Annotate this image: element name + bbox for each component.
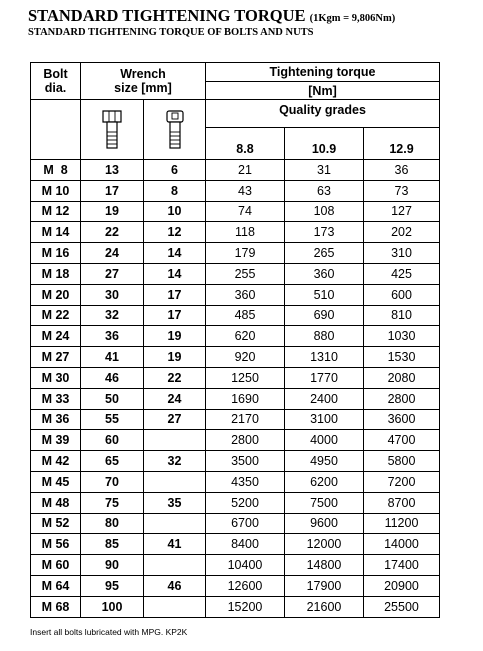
torque-8-8-cell: 3500	[206, 451, 285, 472]
bolt-dia-cell: M 20	[31, 284, 81, 305]
torque-10-9-cell: 4000	[285, 430, 364, 451]
table-row	[31, 555, 440, 576]
wrench-hex-cell: 95	[81, 575, 144, 596]
torque-10-9-cell: 17900	[285, 575, 364, 596]
torque-unit-header: [Nm]	[206, 82, 440, 100]
table-row	[31, 284, 440, 305]
bolt-dia-cell: M 22	[31, 305, 81, 326]
torque-12-9-cell: 127	[364, 201, 440, 222]
bolt-dia-cell: M 12	[31, 201, 81, 222]
table-row	[31, 409, 440, 430]
bolt-dia-cell: M 64	[31, 575, 81, 596]
wrench-hex-cell: 22	[81, 222, 144, 243]
torque-12-9-cell: 73	[364, 180, 440, 201]
torque-10-9-cell: 14800	[285, 555, 364, 576]
wrench-hex-cell: 19	[81, 201, 144, 222]
table-row	[31, 492, 440, 513]
bolt-dia-cell: M 48	[31, 492, 81, 513]
bolt-dia-cell: M 39	[31, 430, 81, 451]
torque-10-9-cell: 690	[285, 305, 364, 326]
bolt-dia-cell: M 60	[31, 555, 81, 576]
torque-12-9-cell: 202	[364, 222, 440, 243]
torque-10-9-cell: 21600	[285, 596, 364, 617]
bolt-dia-cell: M 18	[31, 263, 81, 284]
bolt-dia-cell: M 36	[31, 409, 81, 430]
bolt-header-line2: dia.	[44, 81, 67, 95]
socket-head-bolt-icon	[164, 110, 186, 150]
wrench-socket-cell	[144, 471, 206, 492]
wrench-hex-cell: 46	[81, 367, 144, 388]
torque-12-9-cell: 17400	[364, 555, 440, 576]
torque-8-8-cell: 21	[206, 160, 285, 181]
page-subtitle: STANDARD TIGHTENING TORQUE OF BOLTS AND NUTS	[28, 27, 314, 38]
bolt-dia-cell: M 24	[31, 326, 81, 347]
wrench-socket-cell: 27	[144, 409, 206, 430]
header-row-3	[31, 100, 440, 128]
torque-8-8-cell: 8400	[206, 534, 285, 555]
torque-8-8-cell: 12600	[206, 575, 285, 596]
socket-bolt-cell	[144, 100, 206, 160]
wrench-hex-cell: 41	[81, 347, 144, 368]
table-row	[31, 180, 440, 201]
wrench-socket-cell: 10	[144, 201, 206, 222]
torque-10-9-cell: 9600	[285, 513, 364, 534]
bolt-blank-cell	[31, 100, 81, 160]
wrench-hex-cell: 100	[81, 596, 144, 617]
bolt-dia-cell: M 45	[31, 471, 81, 492]
table-row	[31, 575, 440, 596]
wrench-socket-cell	[144, 430, 206, 451]
torque-10-9-cell: 7500	[285, 492, 364, 513]
torque-10-9-cell: 108	[285, 201, 364, 222]
hex-bolt-cell	[81, 100, 144, 160]
torque-8-8-cell: 179	[206, 243, 285, 264]
torque-8-8-cell: 920	[206, 347, 285, 368]
wrench-hex-cell: 13	[81, 160, 144, 181]
torque-8-8-cell: 15200	[206, 596, 285, 617]
torque-12-9-cell: 810	[364, 305, 440, 326]
torque-12-9-cell: 20900	[364, 575, 440, 596]
torque-12-9-cell: 11200	[364, 513, 440, 534]
table-row	[31, 305, 440, 326]
torque-12-9-cell: 25500	[364, 596, 440, 617]
torque-8-8-cell: 4350	[206, 471, 285, 492]
torque-10-9-cell: 880	[285, 326, 364, 347]
torque-8-8-cell: 5200	[206, 492, 285, 513]
bolt-dia-cell: M 27	[31, 347, 81, 368]
wrench-hex-cell: 70	[81, 471, 144, 492]
torque-12-9-cell: 3600	[364, 409, 440, 430]
wrench-hex-cell: 27	[81, 263, 144, 284]
torque-10-9-cell: 265	[285, 243, 364, 264]
hex-head-bolt-icon	[101, 110, 123, 150]
torque-12-9-cell: 2080	[364, 367, 440, 388]
title-unit: (1Kgm = 9,806Nm)	[309, 13, 396, 24]
torque-8-8-cell: 74	[206, 201, 285, 222]
grade-10-9-header: 10.9	[285, 128, 364, 160]
wrench-socket-cell: 6	[144, 160, 206, 181]
wrench-socket-cell: 19	[144, 326, 206, 347]
grade-12-9-header: 12.9	[364, 128, 440, 160]
bolt-dia-cell: M 68	[31, 596, 81, 617]
torque-10-9-cell: 173	[285, 222, 364, 243]
torque-8-8-cell: 620	[206, 326, 285, 347]
bolt-dia-header	[31, 63, 81, 100]
torque-8-8-cell: 2800	[206, 430, 285, 451]
torque-12-9-cell: 36	[364, 160, 440, 181]
torque-12-9-cell: 4700	[364, 430, 440, 451]
torque-header: Tightening torque	[206, 63, 440, 82]
wrench-hex-cell: 32	[81, 305, 144, 326]
wrench-hex-cell: 50	[81, 388, 144, 409]
torque-8-8-cell: 255	[206, 263, 285, 284]
torque-10-9-cell: 360	[285, 263, 364, 284]
wrench-socket-cell: 17	[144, 305, 206, 326]
table-row	[31, 222, 440, 243]
wrench-socket-cell	[144, 513, 206, 534]
wrench-socket-cell	[144, 555, 206, 576]
wrench-socket-cell: 22	[144, 367, 206, 388]
wrench-socket-cell: 35	[144, 492, 206, 513]
wrench-socket-cell: 24	[144, 388, 206, 409]
torque-8-8-cell: 10400	[206, 555, 285, 576]
title-text: STANDARD TIGHTENING TORQUE	[28, 6, 306, 25]
torque-12-9-cell: 425	[364, 263, 440, 284]
table-row	[31, 451, 440, 472]
torque-12-9-cell: 1530	[364, 347, 440, 368]
table-row	[31, 534, 440, 555]
wrench-socket-cell: 41	[144, 534, 206, 555]
page-title	[28, 6, 395, 26]
wrench-hex-cell: 80	[81, 513, 144, 534]
table-row	[31, 347, 440, 368]
torque-12-9-cell: 2800	[364, 388, 440, 409]
footnote: Insert all bolts lubricated with MPG. KP2K	[30, 627, 188, 637]
header-row-1	[31, 63, 440, 82]
bolt-dia-cell: M 56	[31, 534, 81, 555]
torque-12-9-cell: 5800	[364, 451, 440, 472]
table-row	[31, 596, 440, 617]
torque-10-9-cell: 510	[285, 284, 364, 305]
wrench-hex-cell: 36	[81, 326, 144, 347]
torque-12-9-cell: 8700	[364, 492, 440, 513]
table-row	[31, 160, 440, 181]
torque-table	[30, 62, 440, 618]
wrench-hex-cell: 85	[81, 534, 144, 555]
bolt-dia-cell: M 33	[31, 388, 81, 409]
torque-12-9-cell: 1030	[364, 326, 440, 347]
torque-12-9-cell: 310	[364, 243, 440, 264]
quality-grades-header: Quality grades	[206, 100, 440, 128]
wrench-size-header	[81, 63, 206, 100]
bolt-dia-cell: M 10	[31, 180, 81, 201]
torque-10-9-cell: 31	[285, 160, 364, 181]
table-row	[31, 201, 440, 222]
wrench-socket-cell: 46	[144, 575, 206, 596]
wrench-hex-cell: 17	[81, 180, 144, 201]
torque-10-9-cell: 1310	[285, 347, 364, 368]
bolt-header-line1: Bolt	[43, 67, 68, 81]
torque-8-8-cell: 2170	[206, 409, 285, 430]
table-row	[31, 326, 440, 347]
torque-10-9-cell: 1770	[285, 367, 364, 388]
wrench-header-line2: size [mm]	[114, 81, 172, 95]
torque-10-9-cell: 4950	[285, 451, 364, 472]
wrench-hex-cell: 55	[81, 409, 144, 430]
wrench-hex-cell: 75	[81, 492, 144, 513]
torque-8-8-cell: 485	[206, 305, 285, 326]
wrench-socket-cell: 8	[144, 180, 206, 201]
bolt-dia-cell: M 42	[31, 451, 81, 472]
torque-8-8-cell: 1690	[206, 388, 285, 409]
torque-10-9-cell: 2400	[285, 388, 364, 409]
torque-12-9-cell: 14000	[364, 534, 440, 555]
torque-10-9-cell: 12000	[285, 534, 364, 555]
torque-10-9-cell: 6200	[285, 471, 364, 492]
torque-8-8-cell: 360	[206, 284, 285, 305]
table-row	[31, 243, 440, 264]
bolt-dia-cell: M 52	[31, 513, 81, 534]
wrench-hex-cell: 65	[81, 451, 144, 472]
wrench-socket-cell: 19	[144, 347, 206, 368]
wrench-hex-cell: 90	[81, 555, 144, 576]
wrench-hex-cell: 60	[81, 430, 144, 451]
table-row	[31, 430, 440, 451]
wrench-hex-cell: 24	[81, 243, 144, 264]
wrench-socket-cell: 32	[144, 451, 206, 472]
table-row	[31, 471, 440, 492]
torque-8-8-cell: 118	[206, 222, 285, 243]
table-row	[31, 263, 440, 284]
wrench-socket-cell: 12	[144, 222, 206, 243]
wrench-socket-cell: 14	[144, 243, 206, 264]
table-row	[31, 367, 440, 388]
torque-12-9-cell: 600	[364, 284, 440, 305]
torque-8-8-cell: 1250	[206, 367, 285, 388]
torque-10-9-cell: 3100	[285, 409, 364, 430]
torque-8-8-cell: 6700	[206, 513, 285, 534]
wrench-socket-cell: 14	[144, 263, 206, 284]
bolt-dia-cell: M 8	[31, 160, 81, 181]
table-row	[31, 388, 440, 409]
bolt-dia-cell: M 30	[31, 367, 81, 388]
wrench-header-line1: Wrench	[120, 67, 166, 81]
torque-12-9-cell: 7200	[364, 471, 440, 492]
wrench-socket-cell	[144, 596, 206, 617]
torque-10-9-cell: 63	[285, 180, 364, 201]
wrench-hex-cell: 30	[81, 284, 144, 305]
table-row	[31, 513, 440, 534]
wrench-socket-cell: 17	[144, 284, 206, 305]
bolt-dia-cell: M 16	[31, 243, 81, 264]
torque-8-8-cell: 43	[206, 180, 285, 201]
grade-8-8-header: 8.8	[206, 128, 285, 160]
bolt-dia-cell: M 14	[31, 222, 81, 243]
